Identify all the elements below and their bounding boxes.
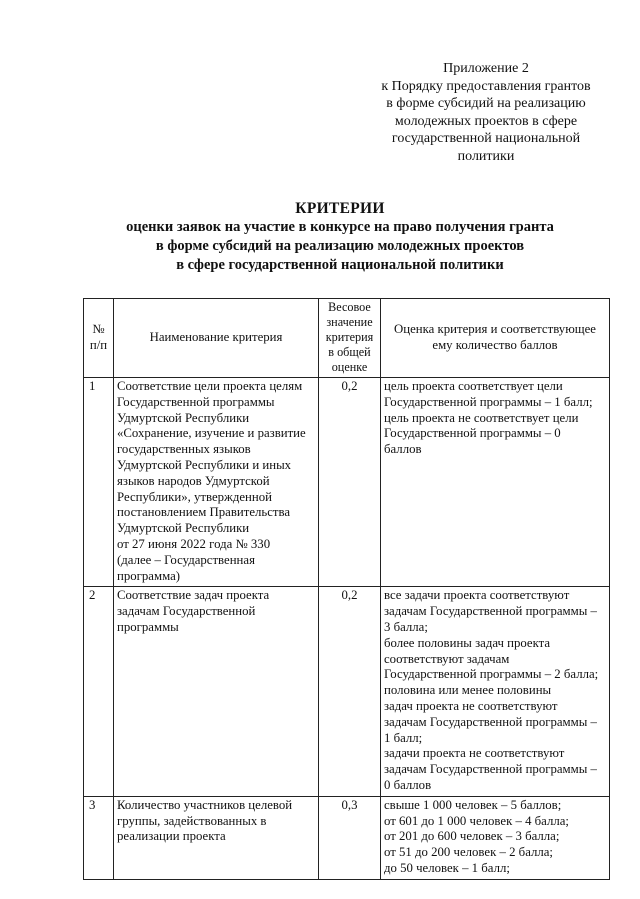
header-criterion-name: Наименование критерия [114, 299, 319, 378]
criterion-name: Соответствие задач проекта задачам Государственной программы [114, 587, 319, 796]
table-row [84, 587, 610, 796]
criterion-score: цель проекта соответствует цели Государственной программы – 1 балл; цель проекта не соответствует цели Государственной программы – 0 баллов [381, 378, 610, 587]
header-number: № п/п [84, 299, 114, 378]
row-number: 3 [84, 796, 114, 879]
row-number: 1 [84, 378, 114, 587]
criterion-score: все задачи проекта соответствуют задачам Государственной программы – 3 балла; более половины задач проекта соответствуют задачам Государственной программы – 2 балла; половина или менее половины задач проекта не соответствуют задачам Государственной программы – 1 балл; задачи проекта не соответствуют задачам Государственной программы – 0 баллов [381, 587, 610, 796]
table-row [84, 378, 610, 587]
appendix-line: государственной национальной [391, 131, 581, 147]
appendix-block [360, 60, 612, 166]
document-title: КРИТЕРИИ [295, 200, 385, 217]
header-score: Оценка критерия и соответствующее ему количество баллов [381, 299, 610, 378]
appendix-line: политики [457, 148, 515, 164]
document-heading [80, 199, 600, 275]
table-header-row [84, 299, 610, 378]
criterion-name: Соответствие цели проекта целям Государственной программы Удмуртской Республики «Сохранение, изучение и развитие государственных языков Удмуртской Республики и иных языков народов Удмуртской Республики», утвержденной постановлением Правительства Удмуртской Республики от 27 июня 2022 года № 330 (далее – Государственная программа) [114, 378, 319, 587]
appendix-line: к Порядку предоставления грантов [381, 78, 591, 94]
appendix-line: молодежных проектов в сфере [394, 113, 578, 129]
document-subtitle-line: в форме субсидий на реализацию молодежных проектов [155, 238, 525, 254]
row-number: 2 [84, 587, 114, 796]
criterion-name: Количество участников целевой группы, задействованных в реализации проекта [114, 796, 319, 879]
header-weight: Весовое значение критерия в общей оценке [319, 299, 381, 378]
criterion-score: свыше 1 000 человек – 5 баллов; от 601 до 1 000 человек – 4 балла; от 201 до 600 человек – 3 балла; от 51 до 200 человек – 2 балла; до 50 человек – 1 балл; [381, 796, 610, 879]
appendix-line: в форме субсидий на реализацию [386, 96, 586, 112]
table-row [84, 796, 610, 879]
criterion-weight: 0,2 [319, 587, 381, 796]
appendix-line: Приложение 2 [443, 61, 529, 76]
criterion-weight: 0,2 [319, 378, 381, 587]
criteria-table [83, 298, 610, 880]
criterion-weight: 0,3 [319, 796, 381, 879]
document-subtitle-line: оценки заявок на участие в конкурсе на право получения гранта [126, 219, 554, 235]
document-subtitle-line: в сфере государственной национальной политики [176, 257, 504, 273]
